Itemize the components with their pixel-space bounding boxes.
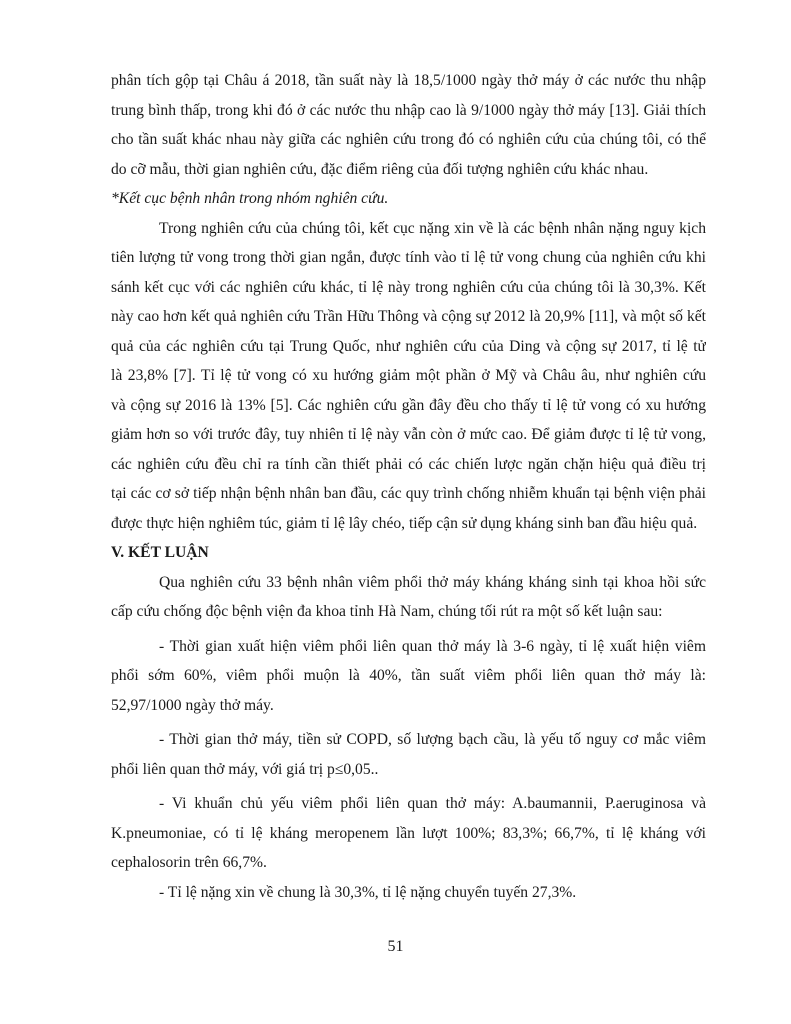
conclusion-item: - Thời gian xuất hiện viêm phổi liên quan thở máy là 3-6 ngày, tỉ lệ xuất hiện viêm [159,637,706,655]
page-number: 51 [387,938,404,955]
document-body [111,66,706,907]
conclusion-item: - Thời gian thở máy, tiền sử COPD, số lượng bạch cầu, là yếu tố nguy cơ mắc viêm [159,731,706,748]
paragraph-line: các nghiên cứu đều chỉ ra tính cần thiết phải có các chiến lược ngăn chặn hiệu quả điều trị [111,455,706,473]
section-heading: V. KẾT LUẬN [111,544,209,561]
conclusion-item-line: K.pneumoniae, có tỉ lệ kháng meropenem lần lượt 100%; 83,3%; 66,7%, tỉ lệ kháng với [111,824,706,842]
paragraph-line: Trong nghiên cứu của chúng tôi, kết cục nặng xin về là các bệnh nhân nặng nguy kịch [159,219,706,237]
paragraph-line: và cộng sự 2016 là 13% [5]. Các nghiên cứu gần đây đều cho thấy tỉ lệ tử vong có xu hướng [111,396,706,414]
paragraph-line: tại các cơ sở tiếp nhận bệnh nhân ban đầu, các quy trình chống nhiễm khuẩn tại bệnh viện phải [111,485,706,502]
paragraph-line: trung bình thấp, trong khi đó ở các nước thu nhập cao là 9/1000 ngày thở máy [13]. Giải thích [111,101,706,119]
paragraph-line: quả của các nghiên cứu tại Trung Quốc, như nghiên cứu của Ding và cộng sự 2017, tỉ lệ tử [111,337,706,355]
paragraph-line: là 23,8% [7]. Tỉ lệ tử vong có xu hướng giảm một phần ở Mỹ và Châu âu, như nghiên cứu [111,367,706,384]
conclusion-item-line: cephalosorin trên 66,7%. [111,854,267,871]
paragraph-line: sánh kết cục với các nghiên cứu khác, tỉ lệ này trong nghiên cứu của chúng tôi là 30,3%. Kết [111,278,706,296]
conclusion-item: - Tỉ lệ nặng xin về chung là 30,3%, tỉ lệ nặng chuyển tuyến 27,3%. [159,883,577,901]
paragraph-line: tiên lượng tử vong trong thời gian ngắn, được tính vào tỉ lệ tử vong chung của nghiên cứu khi [111,249,706,266]
conclusion-item-line: phổi liên quan thở máy, với giá trị p≤0,05.. [111,760,379,778]
conclusion-item: - Vi khuẩn chủ yếu viêm phổi liên quan thở máy: A.baumannii, P.aeruginosa và [159,795,706,812]
paragraph-line: được thực hiện nghiêm túc, giảm tỉ lệ lây chéo, tiếp cận sử dụng kháng sinh ban đầu hiệu quả. [111,514,698,532]
paragraph-line: cấp cứu chống độc bệnh viện đa khoa tỉnh Hà Nam, chúng tối rút ra một số kết luận sau: [111,603,663,620]
paragraph-line: Qua nghiên cứu 33 bệnh nhân viêm phổi thở máy kháng kháng sinh tại khoa hồi sức [159,573,706,591]
section-subheading: *Kết cục bệnh nhân trong nhóm nghiên cứu. [111,190,389,207]
paragraph-line: giảm hơn so với trước đây, tuy nhiên tỉ lệ này vẫn còn ở mức cao. Để giảm được tỉ lệ tử vong, [111,426,706,443]
paragraph-line: cho tần suất khác nhau này giữa các nghiên cứu trong đó có nghiên cứu của chúng tôi, có thể [111,131,706,148]
paragraph-line: do cỡ mẫu, thời gian nghiên cứu, đặc điểm riêng của đối tượng nghiên cứu khác nhau. [111,160,649,178]
paragraph-line: phân tích gộp tại Châu á 2018, tần suất này là 18,5/1000 ngày thở máy ở các nước thu nhập [111,72,706,89]
paragraph-line: này cao hơn kết quả nghiên cứu Trần Hữu Thông và cộng sự 2012 là 20,9% [11], và một số kết [111,308,706,325]
conclusion-item-line: phổi sớm 60%, viêm phổi muộn là 40%, tần suất viêm phổi liên quan thở máy là: [111,667,706,684]
conclusion-item-line: 52,97/1000 ngày thở máy. [111,696,274,714]
